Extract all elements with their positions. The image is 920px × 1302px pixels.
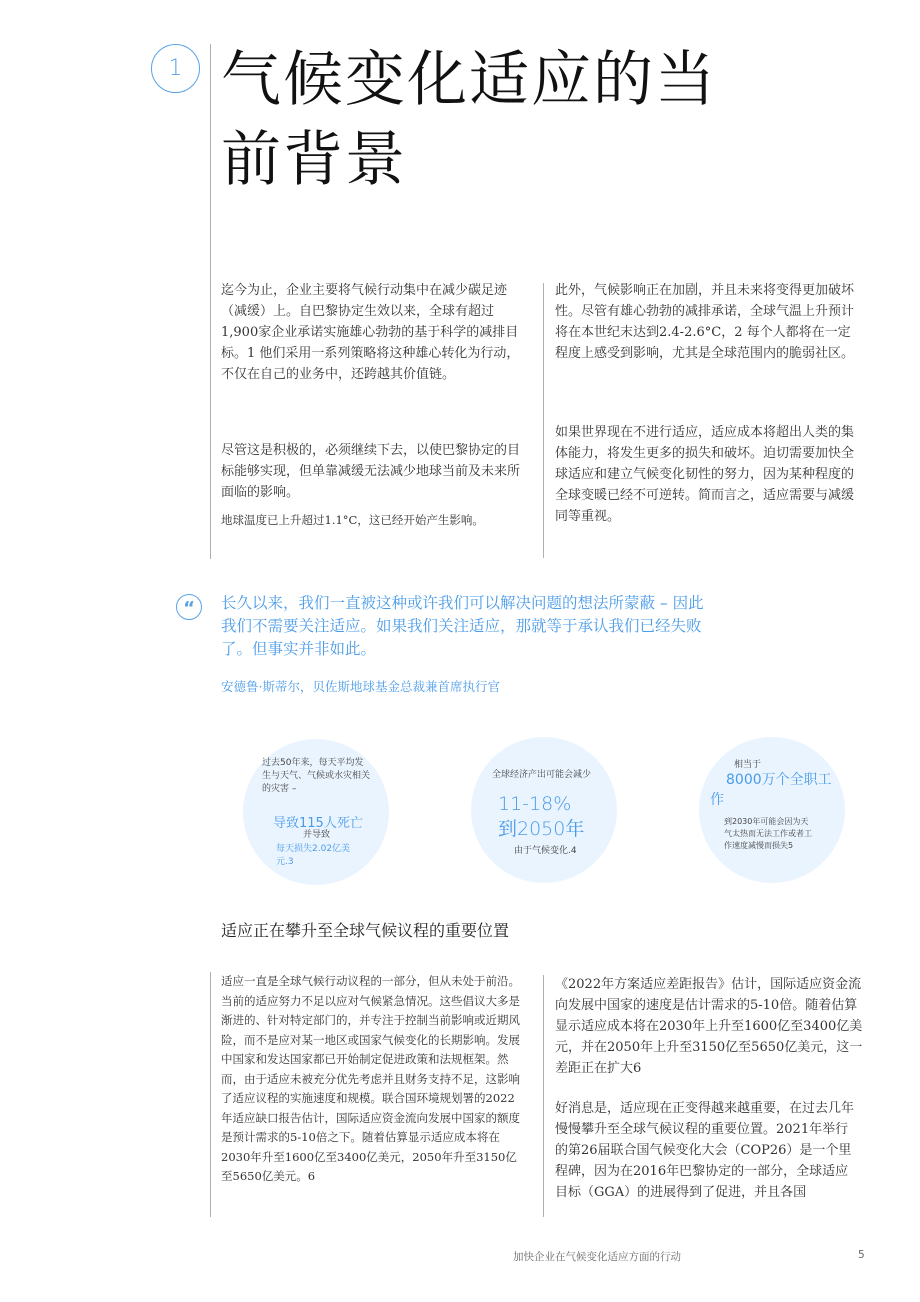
stat-1-big: 导致115人死亡 xyxy=(273,816,363,831)
intro-left-p2: 尽管这是积极的，必须继续下去，以使巴黎协定的目标能够实现，但单靠减缓无法减少地球当前及未来所面临的影响。 xyxy=(221,443,521,500)
footer-title: 加快企业在气候变化适应方面的行动 xyxy=(513,1251,681,1263)
stat-2-pre: 全球经济产出可能会减少 xyxy=(492,770,592,780)
stat-circle-jobs xyxy=(699,737,845,883)
section-divider-mid xyxy=(543,975,544,1217)
page-title xyxy=(221,40,741,200)
intro-right-p1: 此外，气候影响正在加剧，并且未来将变得更加破坏性。尽管有雄心勃勃的减排承诺，全球气温上升预计将在本世纪末达到2.4-2.6°C，2 每个人都将在一定程度上感受到影响，尤其是全球范围内的脆弱社区。 xyxy=(555,283,855,361)
quote-icon: “ xyxy=(176,594,202,620)
section-right-p1: 《2022年方案适应差距报告》估计，国际适应资金流向发展中国家的速度是估计需求的5-10倍。随着估算显示适应成本将在2030年上升至1600亿至3400亿美元，并在2050年上升至3150亿至5650亿美元，这一差距正在扩大6 xyxy=(555,977,863,1076)
section-divider-left xyxy=(210,972,211,1217)
stat-2-big: 11-18% 到2050年 xyxy=(498,793,585,840)
intro-left-p1: 迄今为止，企业主要将气候行动集中在减少碳足迹（减缓）上。自巴黎协定生效以来，全球有超过1,900家企业承诺实施雄心勃勃的基于科学的减排目标。1 他们采用一系列策略将这种雄心转化为行动，不仅在自己的业务中，还跨越其价值链。 xyxy=(221,283,520,382)
title-line-2: 前背景 xyxy=(221,125,407,195)
title-line-1: 气候变化适应的当 xyxy=(221,45,717,115)
stat-1-post: 每天损失2.02亿美元.3 xyxy=(276,844,351,867)
intro-right-p2: 如果世界现在不进行适应，适应成本将超出人类的集体能力，将发生更多的损失和破坏。迫切需要加快全球适应和建立气候变化韧性的努力，因为某种程度的全球变暖已经不可逆转。简而言之，适应需要与减缓同等重视。 xyxy=(555,425,855,524)
section-left-p1: 适应一直是全球气候行动议程的一部分，但从未处于前沿。当前的适应努力不足以应对气候紧急情况。这些倡议大多是渐进的、针对特定部门的，并专注于控制当前影响或近期风险，而不是应对某一地区或国家气候变化的长期影响。发展中国家和发达国家都已开始制定促进政策和法规框架。然而，由于适应未被充分优先考虑并且财务支持不足，这影响了适应议程的实施速度和规模。联合国环境规划署的2022年适应缺口报告估计，国际适应资金流向发展中国家的额度是预计需求的5-10倍之下。随着估算显示适应成本将在2030年升至1600亿至3400亿美元，2050年升至3150亿至5650亿美元。6 xyxy=(221,974,520,1183)
stat-3-big: 8000万个全职工作 xyxy=(710,772,832,808)
pull-quote: 长久以来，我们一直被这种或许我们可以解决问题的想法所蒙蔽 – 因此我们不需要关注适应。如果我们关注适应，那就等于承认我们已经失败了。但事实并非如此。 xyxy=(221,594,704,658)
stat-2-post: 由于气候变化.4 xyxy=(514,846,577,856)
divider-line xyxy=(210,44,211,559)
column-divider xyxy=(543,283,544,558)
stat-3-post: 到2030年可能会因为天气太热而无法工作或者工作速度减慢而损失5 xyxy=(724,817,812,850)
chapter-number: 1 xyxy=(151,44,200,93)
stat-1-mid: 并导致 xyxy=(303,830,331,840)
quote-attribution: 安德鲁·斯蒂尔，贝佐斯地球基金总裁兼首席执行官 xyxy=(221,679,500,694)
intro-left-p3: 地球温度已上升超过1.1°C，这已经开始产生影响。 xyxy=(221,513,484,527)
section-heading: 适应正在攀升至全球气候议程的重要位置 xyxy=(221,921,510,940)
page-number: 5 xyxy=(858,1249,865,1261)
stat-3-pre: 相当于 xyxy=(734,760,762,770)
stat-1-pre: 过去50年来，每天平均发生与天气、气候或水灾相关的灾害 – xyxy=(262,758,371,794)
section-right-p2: 好消息是，适应现在正变得越来越重要，在过去几年慢慢攀升至全球气候议程的重要位置。2021年举行的第26届联合国气候变化大会（COP26）是一个里程碑，因为在2016年巴黎协定的一部分，全球适应目标（GGA）的进展得到了促进，并且各国 xyxy=(555,1101,855,1200)
